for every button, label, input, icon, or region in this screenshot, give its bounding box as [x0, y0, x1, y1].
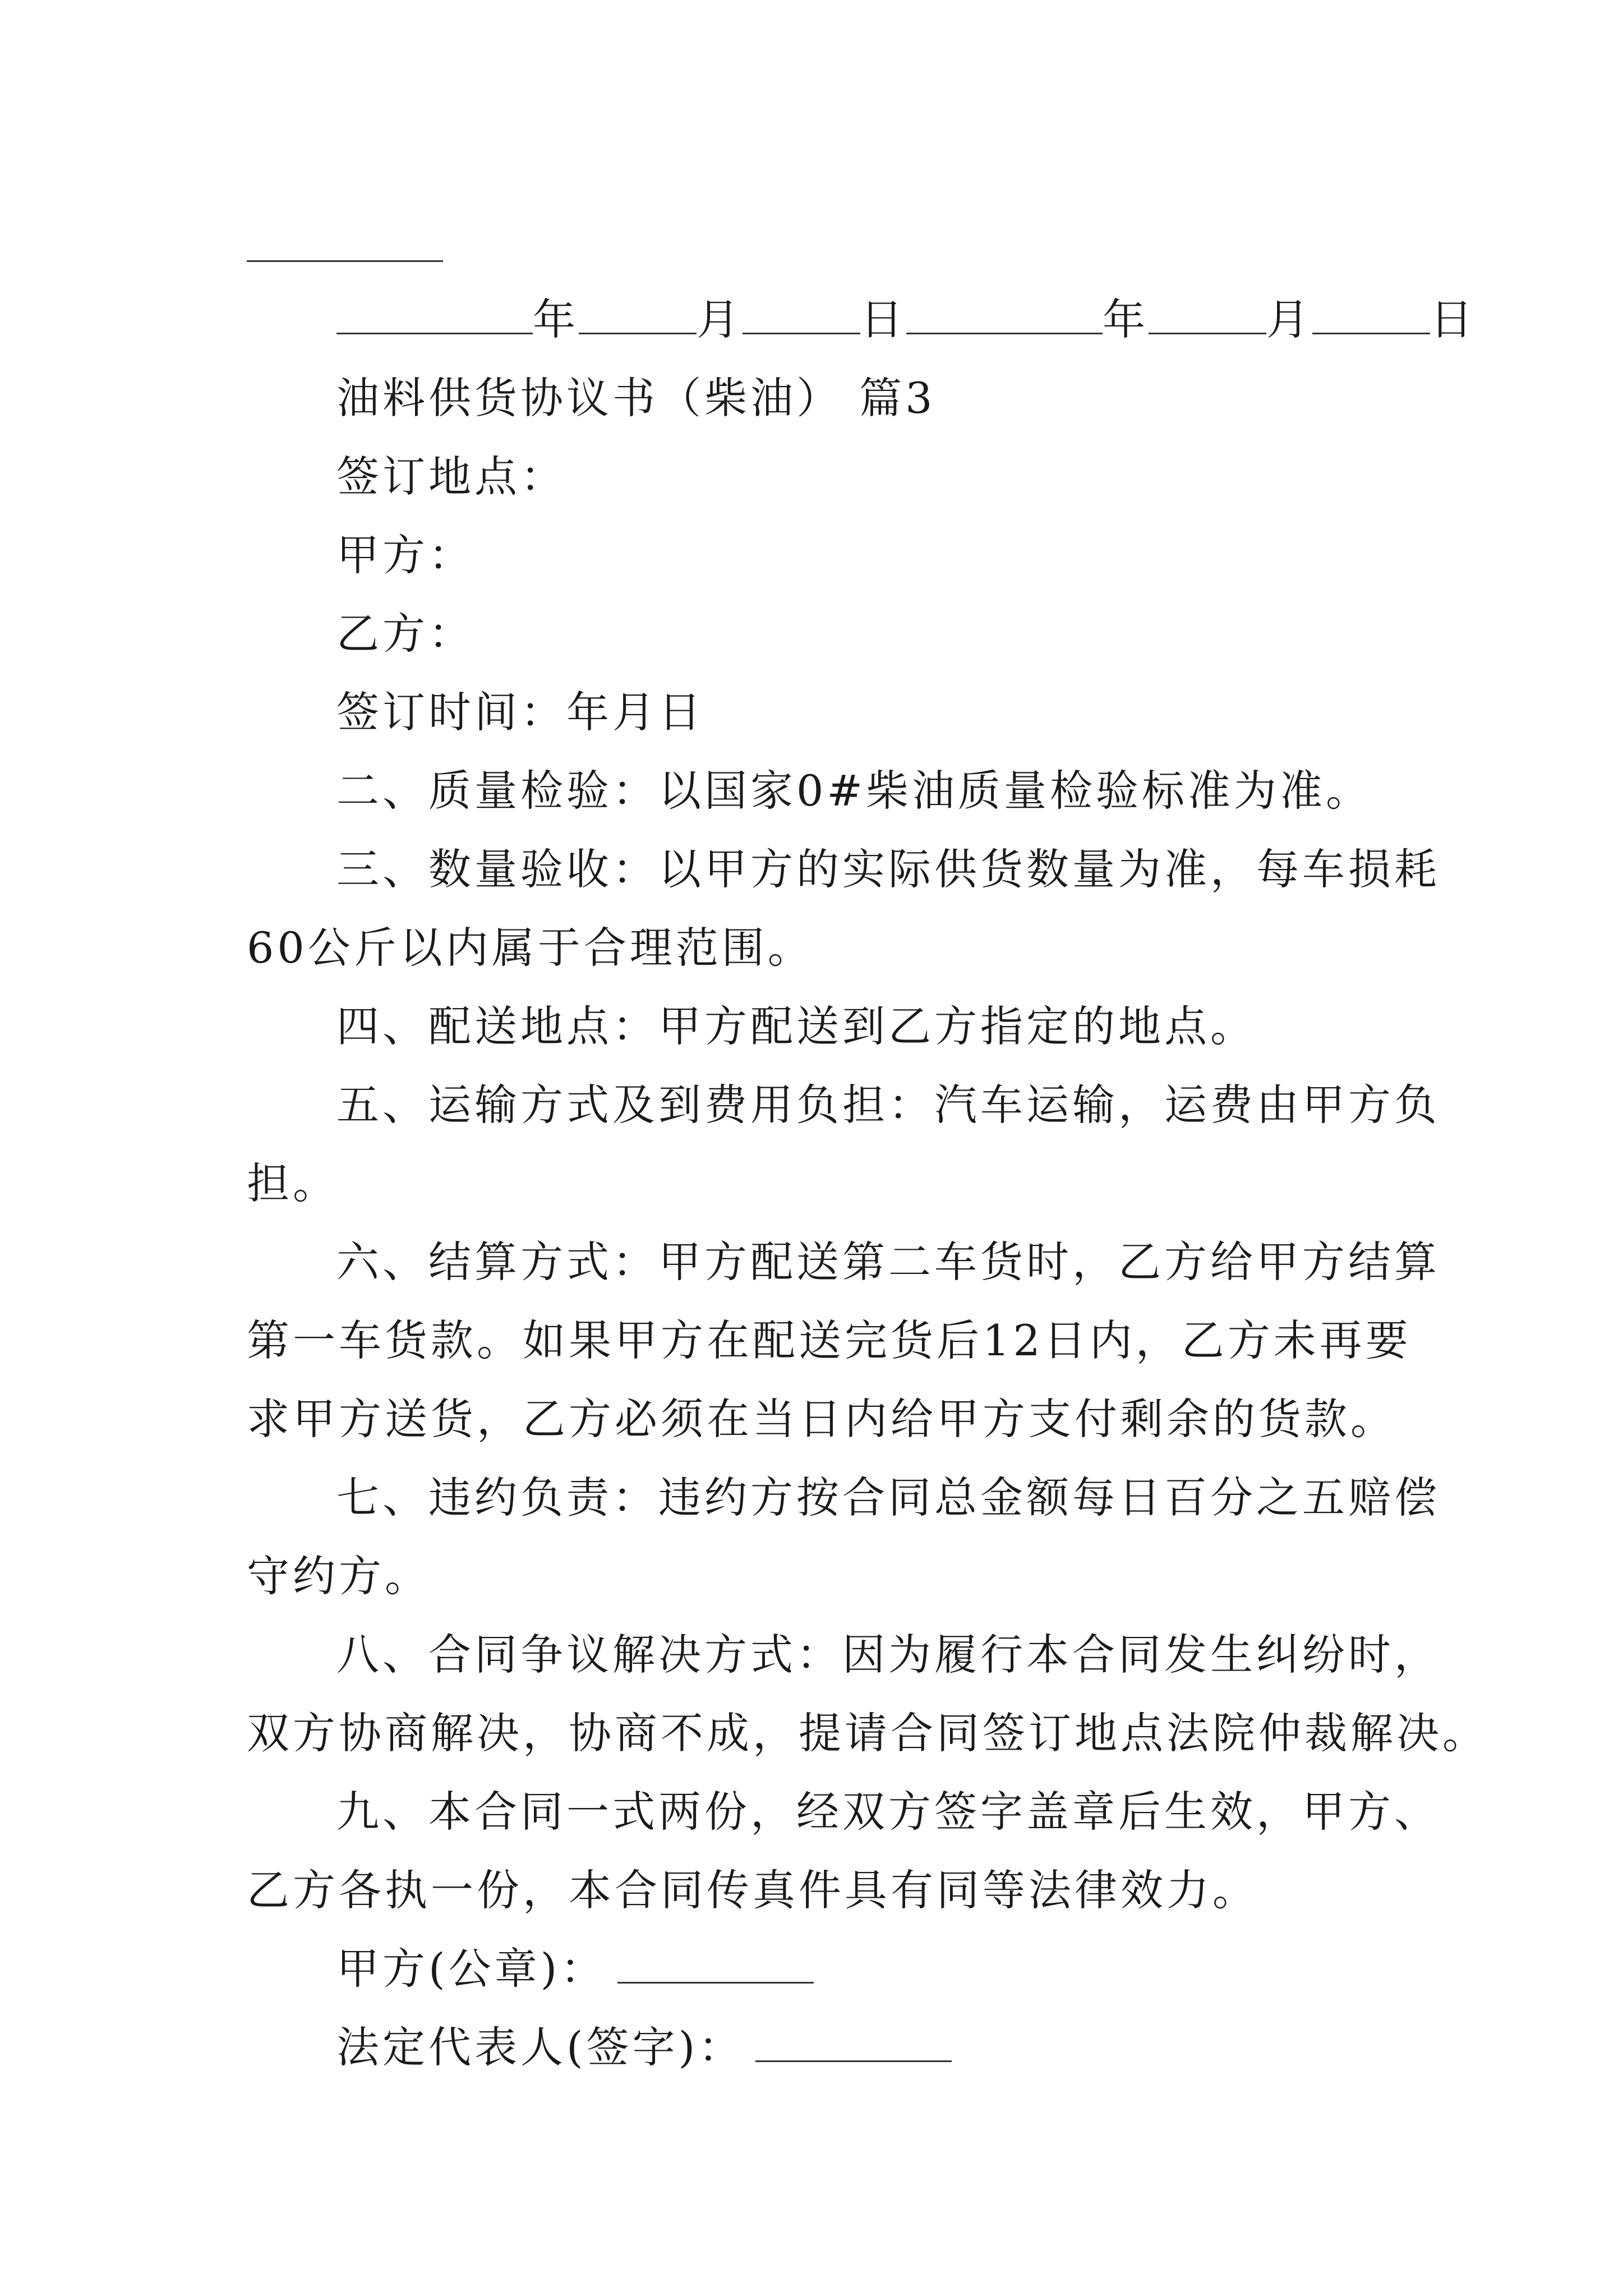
clause-7-line-2: 守约方。: [247, 1551, 431, 1601]
year-blank-b: [906, 293, 1103, 334]
signature-rep: [247, 2008, 1391, 2087]
field-time: 签订时间：年月日: [336, 687, 704, 737]
field-party-a: 甲方：: [336, 530, 474, 580]
signature-rep-blank: [755, 2021, 952, 2062]
signature-seal-label: 甲方(公章)：: [336, 1944, 607, 1994]
date-line: 年 月 日 年 月 日: [247, 280, 1391, 359]
month-blank-b: [1149, 293, 1266, 334]
clause-3-line-1: 三、数量验收：以甲方的实际供货数量为准，每车损耗: [336, 844, 1440, 894]
clause-8-line-2: 双方协商解决，协商不成，提请合同签订地点法院仲裁解决。: [247, 1708, 1488, 1758]
signature-seal: [247, 1930, 1391, 2008]
clause-3-line-2: 60公斤以内属于合理范围。: [247, 923, 814, 973]
clause-6-line-3: 求甲方送货，乙方必须在当日内给甲方支付剩余的货款。: [247, 1394, 1396, 1444]
day-blank-b: [1312, 293, 1430, 334]
field-place: 签订地点：: [336, 452, 566, 501]
clause-6-line-2: 第一车货款。如果甲方在配送完货后12日内，乙方未再要: [247, 1315, 1412, 1365]
clause-9-line-2: 乙方各执一份，本合同传真件具有同等法律效力。: [247, 1865, 1258, 1915]
clause-9-line-1: 九、本合同一式两份，经双方签字盖章后生效，甲方、: [336, 1787, 1440, 1837]
field-party-b: 乙方：: [336, 609, 474, 659]
clause-4: 四、配送地点：甲方配送到乙方指定的地点。: [336, 1001, 1256, 1051]
clause-7-line-1: 七、违约负责：违约方按合同总金额每日百分之五赔偿: [336, 1473, 1440, 1522]
year-blank-a: [336, 293, 533, 334]
top-blank-line: [247, 260, 443, 262]
doc-title: 油料供货协议书（柴油） 篇3: [336, 373, 936, 423]
clause-5-line-2: 担。: [247, 1158, 339, 1208]
clause-6-line-1: 六、结算方式：甲方配送第二车货时，乙方给甲方结算: [336, 1237, 1440, 1287]
month-blank-a: [579, 293, 697, 334]
clause-2: 二、质量检验：以国家0#柴油质量检验标准为准。: [336, 766, 1372, 816]
clause-5-line-1: 五、运输方式及到费用负担：汽车运输，运费由甲方负: [336, 1080, 1440, 1130]
clause-8-line-1: 八、合同争议解决方式：因为履行本合同发生纠纷时，: [336, 1630, 1440, 1680]
signature-rep-label: 法定代表人(签字)：: [336, 2022, 745, 2072]
signature-seal-blank: [617, 1943, 814, 1984]
day-blank-a: [743, 293, 860, 334]
